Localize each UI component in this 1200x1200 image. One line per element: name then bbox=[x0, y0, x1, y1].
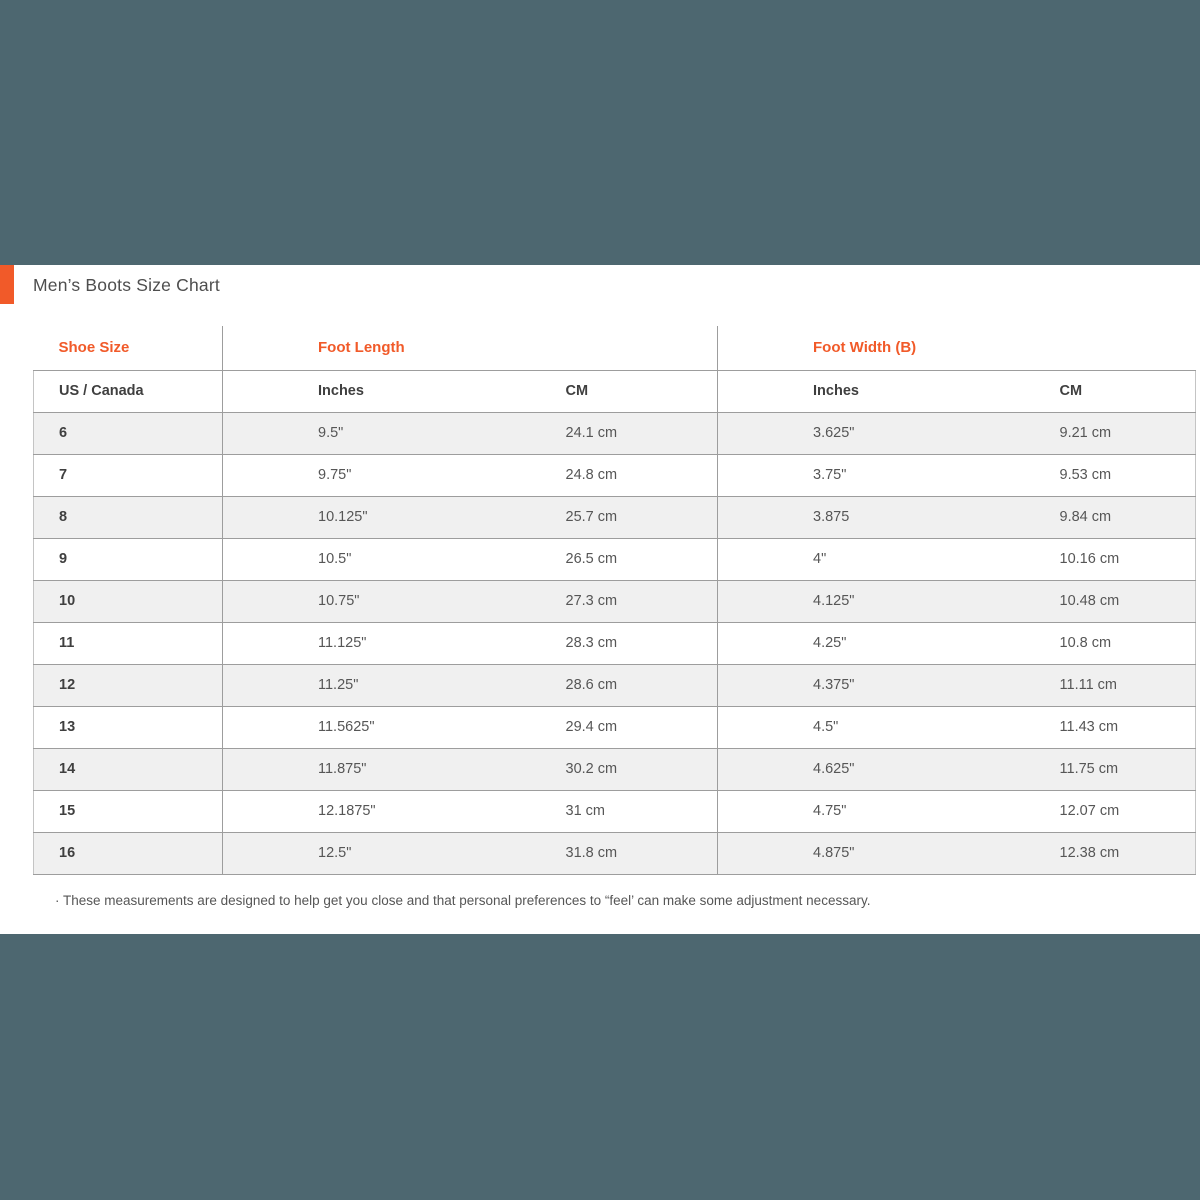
cell-width-inches: 4.75" bbox=[718, 790, 965, 832]
cell-width-inches: 3.75" bbox=[718, 454, 965, 496]
table-row bbox=[34, 454, 1196, 496]
cell-width-cm: 9.84 cm bbox=[965, 496, 1196, 538]
cell-size: 6 bbox=[34, 412, 223, 454]
cell-length-inches: 10.75" bbox=[223, 580, 471, 622]
table-row bbox=[34, 580, 1196, 622]
cell-size: 9 bbox=[34, 538, 223, 580]
group-header-shoe-size: Shoe Size bbox=[34, 326, 223, 370]
cell-width-inches: 4.875" bbox=[718, 832, 965, 874]
cell-size: 10 bbox=[34, 580, 223, 622]
table-row bbox=[34, 496, 1196, 538]
cell-length-inches: 10.125" bbox=[223, 496, 471, 538]
cell-length-cm: 31.8 cm bbox=[471, 832, 718, 874]
cell-width-inches: 4.25" bbox=[718, 622, 965, 664]
size-chart-table bbox=[33, 326, 1196, 875]
cell-width-cm: 11.43 cm bbox=[965, 706, 1196, 748]
cell-size: 11 bbox=[34, 622, 223, 664]
cell-length-cm: 31 cm bbox=[471, 790, 718, 832]
cell-width-cm: 9.53 cm bbox=[965, 454, 1196, 496]
table-sub-header-row bbox=[34, 370, 1196, 412]
table-row bbox=[34, 664, 1196, 706]
cell-length-inches: 9.75" bbox=[223, 454, 471, 496]
cell-length-inches: 11.25" bbox=[223, 664, 471, 706]
cell-width-inches: 4.625" bbox=[718, 748, 965, 790]
cell-width-cm: 12.07 cm bbox=[965, 790, 1196, 832]
group-header-foot-length: Foot Length bbox=[223, 326, 718, 370]
sub-header-region: US / Canada bbox=[34, 370, 223, 412]
cell-size: 15 bbox=[34, 790, 223, 832]
cell-size: 14 bbox=[34, 748, 223, 790]
sub-header-length-cm: CM bbox=[471, 370, 718, 412]
measurement-disclaimer-note: · These measurements are designed to help get you close and that personal preferences to “feel’ can make some adjustment necessary. bbox=[55, 893, 871, 908]
table-row bbox=[34, 538, 1196, 580]
cell-width-inches: 4" bbox=[718, 538, 965, 580]
group-header-foot-width: Foot Width (B) bbox=[718, 326, 1196, 370]
cell-length-cm: 26.5 cm bbox=[471, 538, 718, 580]
cell-size: 8 bbox=[34, 496, 223, 538]
cell-length-inches: 10.5" bbox=[223, 538, 471, 580]
table-group-header-row bbox=[34, 326, 1196, 370]
cell-width-inches: 4.5" bbox=[718, 706, 965, 748]
cell-width-cm: 9.21 cm bbox=[965, 412, 1196, 454]
cell-length-cm: 29.4 cm bbox=[471, 706, 718, 748]
size-chart-panel bbox=[0, 265, 1200, 934]
cell-width-cm: 10.8 cm bbox=[965, 622, 1196, 664]
cell-size: 7 bbox=[34, 454, 223, 496]
cell-length-cm: 28.3 cm bbox=[471, 622, 718, 664]
cell-length-cm: 24.8 cm bbox=[471, 454, 718, 496]
cell-size: 12 bbox=[34, 664, 223, 706]
cell-width-inches: 4.125" bbox=[718, 580, 965, 622]
cell-length-cm: 28.6 cm bbox=[471, 664, 718, 706]
cell-length-inches: 9.5" bbox=[223, 412, 471, 454]
cell-length-cm: 24.1 cm bbox=[471, 412, 718, 454]
table-row bbox=[34, 748, 1196, 790]
cell-length-inches: 12.5" bbox=[223, 832, 471, 874]
cell-length-cm: 30.2 cm bbox=[471, 748, 718, 790]
cell-size: 16 bbox=[34, 832, 223, 874]
cell-width-cm: 10.16 cm bbox=[965, 538, 1196, 580]
cell-length-cm: 27.3 cm bbox=[471, 580, 718, 622]
cell-length-inches: 12.1875" bbox=[223, 790, 471, 832]
cell-width-cm: 11.75 cm bbox=[965, 748, 1196, 790]
table-row bbox=[34, 832, 1196, 874]
cell-length-inches: 11.5625" bbox=[223, 706, 471, 748]
cell-width-cm: 10.48 cm bbox=[965, 580, 1196, 622]
cell-width-inches: 3.625" bbox=[718, 412, 965, 454]
table-row bbox=[34, 412, 1196, 454]
cell-width-inches: 3.875 bbox=[718, 496, 965, 538]
orange-accent-bar bbox=[0, 265, 14, 304]
table-row bbox=[34, 622, 1196, 664]
table-row bbox=[34, 706, 1196, 748]
sub-header-length-inches: Inches bbox=[223, 370, 471, 412]
table-row bbox=[34, 790, 1196, 832]
cell-size: 13 bbox=[34, 706, 223, 748]
cell-length-inches: 11.875" bbox=[223, 748, 471, 790]
sub-header-width-cm: CM bbox=[965, 370, 1196, 412]
cell-length-inches: 11.125" bbox=[223, 622, 471, 664]
cell-length-cm: 25.7 cm bbox=[471, 496, 718, 538]
page-title: Men’s Boots Size Chart bbox=[33, 275, 220, 295]
cell-width-inches: 4.375" bbox=[718, 664, 965, 706]
cell-width-cm: 12.38 cm bbox=[965, 832, 1196, 874]
cell-width-cm: 11.11 cm bbox=[965, 664, 1196, 706]
sub-header-width-inches: Inches bbox=[718, 370, 965, 412]
